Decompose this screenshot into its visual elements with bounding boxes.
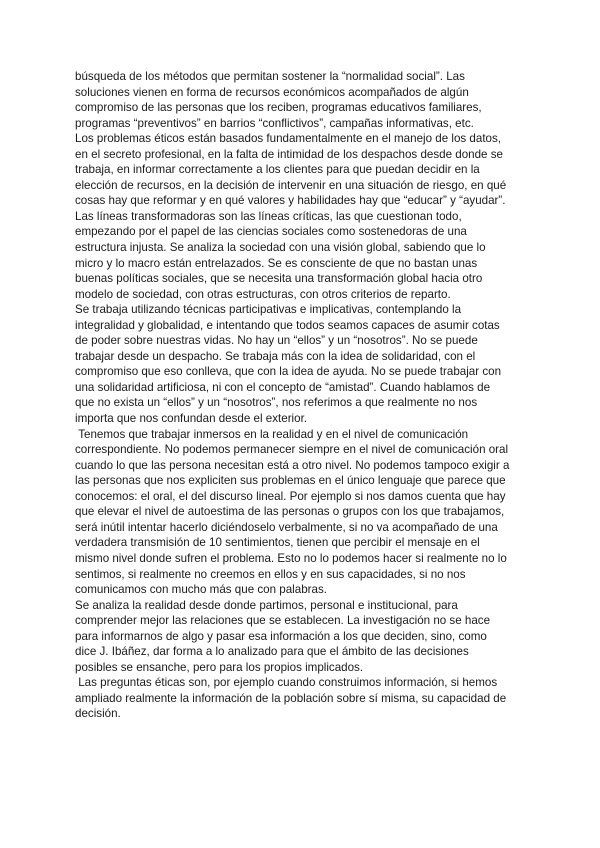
document-body [75, 69, 525, 722]
paragraph: Se trabaja utilizando técnicas participativas e implicativas, contemplando la integralidad y globalidad, e intentando que todos seamos capaces de asumir cotas de poder sobre nuestras vidas. No hay un “ellos” y un “nosotros”. No se puede trabajar desde un despacho. Se trabaja más con la idea de solidaridad, con el compromiso que eso conlleva, que con la idea de ayuda. No se puede trabajar con una solidaridad artificiosa, ni con el concepto de “amistad”. Cuando hablamos de que no exista un “ellos” y un “nosotros”, nos referimos a que realmente no nos importa que nos confundan desde el exterior. [75, 303, 502, 426]
paragraph: Tenemos que trabajar inmersos en la realidad y en el nivel de comunicación correspondiente. No podemos permanecer siempre en el nivel de comunicación oral cuando lo que las persona necesitan está a otro nivel. No podemos tampoco exigir a las personas que nos expliciten sus problemas en el único lenguaje que parece que conocemos: el oral, el del discurso lineal. Por ejemplo si nos damos cuenta que hay que elevar el nivel de autoestima de las personas o grupos con los que trabajamos, será inútil intentar hacerlo diciéndoselo verbalmente, si no va acompañado de una verdadera transmisión de 10 sentimientos, tienen que percibir el mensaje en el mismo nivel donde sufren el problema. Esto no lo podemos hacer si realmente no lo sentimos, si realmente no creemos en ellos y en sus capacidades, si no nos comunicamos con mucho más que con palabras. [75, 427, 510, 597]
paragraph: Las preguntas éticas son, por ejemplo cuando construimos información, si hemos ampliado realmente la información de la población sobre sí misma, su capacidad de decisión. [75, 676, 507, 721]
paragraph: Las líneas transformadoras son las líneas críticas, las que cuestionan todo, empezando por el papel de las ciencias sociales como sostenedoras de una estructura injusta. Se analiza la sociedad con una visión global, sabiendo que lo micro y lo macro están entrelazados. Se es consciente de que no bastan unas buenas políticas sociales, que se necesita una transformación global hacia otro modelo de sociedad, con otras estructuras, con otros criterios de reparto. [75, 209, 486, 301]
paragraph: Los problemas éticos están basados fundamentalmente en el manejo de los datos, en el secreto profesional, en la falta de intimidad de los despachos desde donde se trabaja, en informar correctamente a los clientes para que puedan decidir en la elección de recursos, en la decisión de intervenir en una situación de riesgo, en qué cosas hay que reformar y en qué valores y habilidades hay que “educar” y “ayudar”. [75, 132, 507, 208]
paragraph: búsqueda de los métodos que permitan sostener la “normalidad social”. Las soluciones vienen en forma de recursos económicos acompañados de algún compromiso de las personas que los reciben, programas educativos familiares, programas “preventivos” en barrios “conflictivos”, campañas informativas, etc. [75, 70, 482, 130]
paragraph: Se analiza la realidad desde donde partimos, personal e institucional, para comprender mejor las relaciones que se establecen. La investigación no se hace para informarnos de algo y pasar esa información a los que deciden, sino, como dice J. Ibáñez, dar forma a lo analizado para que el ámbito de las decisiones posibles se ensanche, pero para los propios implicados. [75, 598, 491, 674]
